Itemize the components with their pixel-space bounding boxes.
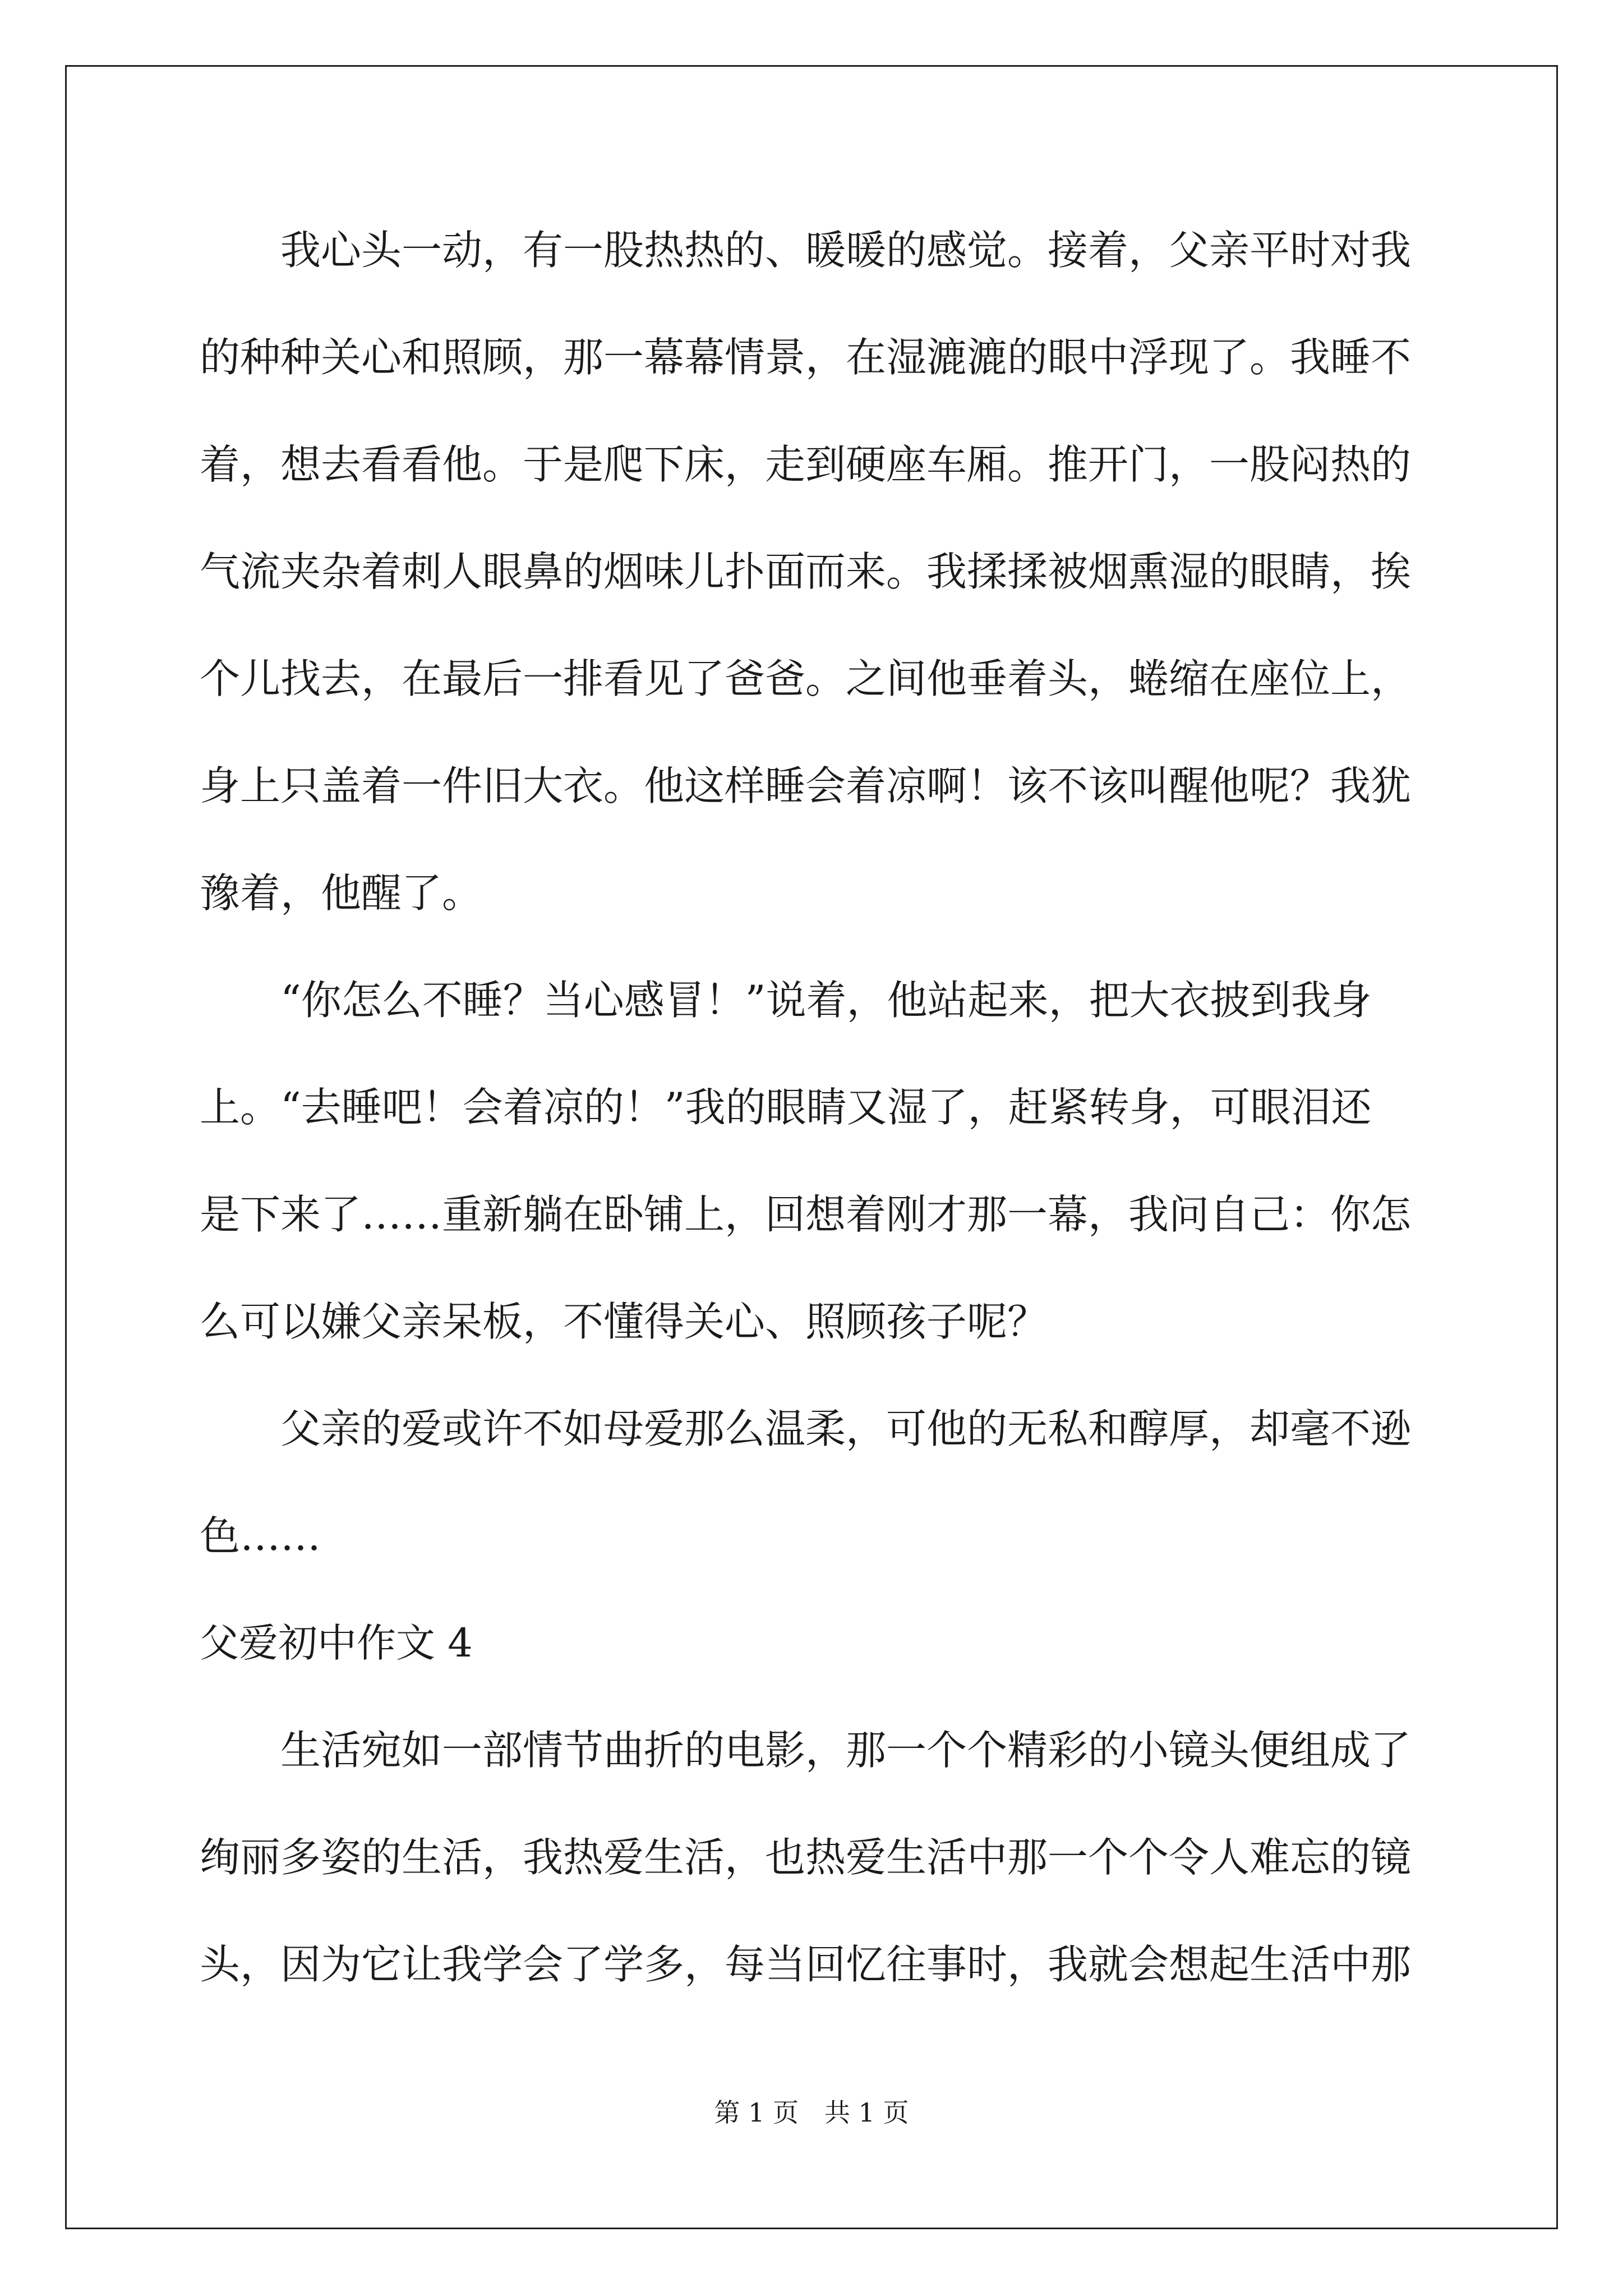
text-line: 头，因为它让我学会了学多，每当回忆往事时，我就会想起生活中那 [200,1941,1412,1988]
text-line: 着，想去看看他。于是爬下床，走到硬座车厢。推开门，一股闷热的 [200,441,1412,488]
text-line: 身上只盖着一件旧大衣。他这样睡会着凉啊！该不该叫醒他呢？我犹 [200,762,1412,809]
document-body [200,217,1428,2038]
page-footer: 第 1 页 共 1 页 [714,2097,909,2128]
text-line: 色…… [200,1512,321,1559]
text-line: 我心头一动，有一股热热的、暖暖的感觉。接着，父亲平时对我 [200,227,1412,274]
section-heading: 父爱初中作文 4 [200,1620,473,1666]
text-line: 父亲的爱或许不如母爱那么温柔，可他的无私和醇厚，却毫不逊 [200,1405,1412,1452]
text-line: “你怎么不睡？当心感冒！”说着，他站起来，把大衣披到我身 [200,977,1372,1024]
text-line: 气流夹杂着刺人眼鼻的烟味儿扑面而来。我揉揉被烟熏湿的眼睛，挨 [200,548,1412,595]
text-line: 么可以嫌父亲呆板，不懂得关心、照顾孩子呢？ [200,1298,1048,1345]
text-line: 绚丽多姿的生活，我热爱生活，也热爱生活中那一个个令人难忘的镜 [200,1834,1412,1881]
text-line: 豫着，他醒了。 [200,869,483,917]
text-line: 上。“去睡吧！会着凉的！”我的眼睛又湿了，赶紧转身，可眼泪还 [200,1084,1372,1131]
text-line: 的种种关心和照顾，那一幕幕情景，在湿漉漉的眼中浮现了。我睡不 [200,334,1412,381]
text-line: 生活宛如一部情节曲折的电影，那一个个精彩的小镜头便组成了 [200,1727,1412,1774]
text-line: 是下来了……重新躺在卧铺上，回想着刚才那一幕，我问自己：你怎 [200,1191,1412,1238]
text-line: 个儿找去，在最后一排看见了爸爸。之间他垂着头，蜷缩在座位上， [200,655,1412,702]
